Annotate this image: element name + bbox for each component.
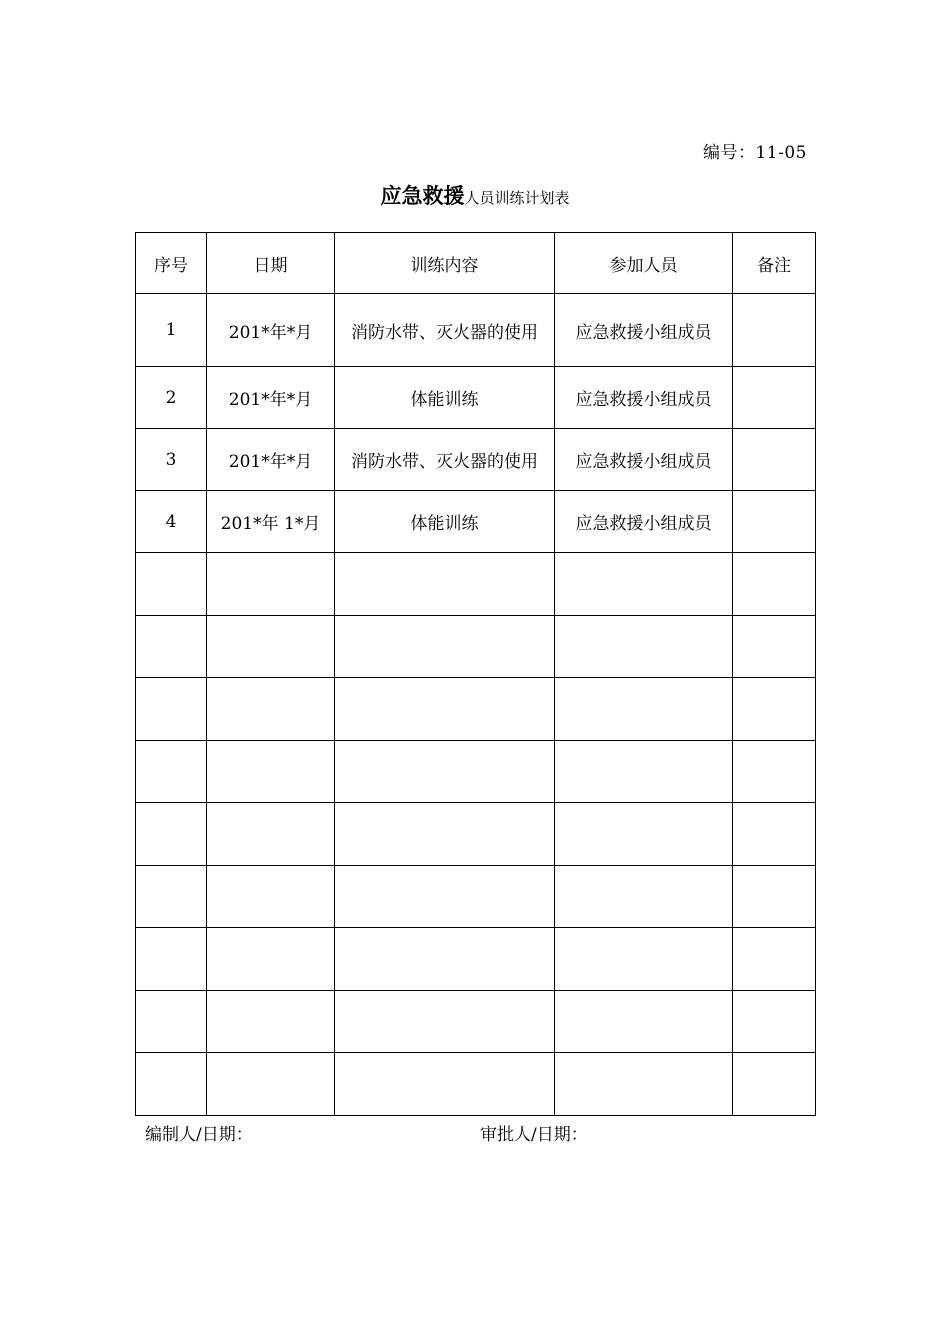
cell-remarks	[733, 615, 816, 678]
cell-participants	[555, 678, 733, 741]
table-row	[136, 294, 816, 367]
cell-content	[335, 865, 555, 928]
cell-remarks	[733, 803, 816, 866]
cell-index	[136, 1053, 207, 1116]
title-main: 应急救援	[380, 184, 465, 208]
cell-date	[207, 990, 335, 1053]
cell-date	[207, 615, 335, 678]
cell-content	[335, 678, 555, 741]
cell-participants	[555, 865, 733, 928]
cell-participants	[555, 740, 733, 803]
cell-content	[335, 615, 555, 678]
table-row	[136, 553, 816, 616]
cell-index	[136, 990, 207, 1053]
cell-date	[207, 1053, 335, 1116]
cell-remarks	[733, 678, 816, 741]
cell-index	[136, 740, 207, 803]
header-content: 训练内容	[335, 233, 555, 294]
cell-date	[207, 865, 335, 928]
table-header-row	[136, 233, 816, 294]
cell-remarks	[733, 294, 816, 367]
table-row	[136, 990, 816, 1053]
header-participants: 参加人员	[555, 233, 733, 294]
cell-participants: 应急救援小组成员	[555, 367, 733, 429]
cell-remarks	[733, 553, 816, 616]
header-date: 日期	[207, 233, 335, 294]
cell-participants: 应急救援小组成员	[555, 429, 733, 491]
cell-participants	[555, 615, 733, 678]
cell-date: 201*年*月	[207, 429, 335, 491]
cell-index	[136, 928, 207, 991]
table-row	[136, 1053, 816, 1116]
header-remarks: 备注	[733, 233, 816, 294]
table-row	[136, 615, 816, 678]
cell-date	[207, 928, 335, 991]
cell-date: 201*年*月	[207, 294, 335, 367]
cell-remarks	[733, 367, 816, 429]
cell-content: 体能训练	[335, 491, 555, 553]
cell-remarks	[733, 429, 816, 491]
table-row	[136, 865, 816, 928]
cell-content	[335, 990, 555, 1053]
cell-content	[335, 1053, 555, 1116]
cell-index	[136, 615, 207, 678]
document-number: 编号：11-05	[702, 143, 807, 163]
table-row	[136, 928, 816, 991]
cell-index: 3	[136, 429, 207, 491]
cell-index	[136, 803, 207, 866]
cell-index	[136, 865, 207, 928]
cell-content: 体能训练	[335, 367, 555, 429]
prepared-by-label: 编制人/日期：	[145, 1125, 253, 1145]
cell-index	[136, 553, 207, 616]
approved-by-label: 审批人/日期：	[480, 1125, 588, 1145]
table-row	[136, 429, 816, 491]
table-row	[136, 740, 816, 803]
cell-participants	[555, 928, 733, 991]
cell-content	[335, 553, 555, 616]
cell-remarks	[733, 928, 816, 991]
cell-participants	[555, 803, 733, 866]
cell-content	[335, 803, 555, 866]
table-body	[136, 294, 816, 1116]
cell-content	[335, 928, 555, 991]
cell-remarks	[733, 740, 816, 803]
cell-remarks	[733, 491, 816, 553]
title-sub: 人员训练计划表	[464, 189, 570, 207]
cell-participants	[555, 990, 733, 1053]
cell-index: 1	[136, 294, 207, 367]
cell-participants: 应急救援小组成员	[555, 491, 733, 553]
cell-date	[207, 553, 335, 616]
cell-remarks	[733, 865, 816, 928]
cell-index	[136, 678, 207, 741]
table-row	[136, 803, 816, 866]
cell-index: 2	[136, 367, 207, 429]
cell-participants	[555, 1053, 733, 1116]
cell-participants	[555, 553, 733, 616]
cell-participants: 应急救援小组成员	[555, 294, 733, 367]
table-row	[136, 678, 816, 741]
table-row	[136, 491, 816, 553]
table-row	[136, 367, 816, 429]
cell-content: 消防水带、灭火器的使用	[335, 429, 555, 491]
cell-content: 消防水带、灭火器的使用	[335, 294, 555, 367]
cell-content	[335, 740, 555, 803]
cell-remarks	[733, 1053, 816, 1116]
cell-date	[207, 678, 335, 741]
cell-index: 4	[136, 491, 207, 553]
cell-remarks	[733, 990, 816, 1053]
cell-date	[207, 740, 335, 803]
cell-date: 201*年 1*月	[207, 491, 335, 553]
cell-date: 201*年*月	[207, 367, 335, 429]
cell-date	[207, 803, 335, 866]
page-title	[0, 180, 950, 210]
header-index: 序号	[136, 233, 207, 294]
training-plan-table	[135, 232, 816, 1116]
